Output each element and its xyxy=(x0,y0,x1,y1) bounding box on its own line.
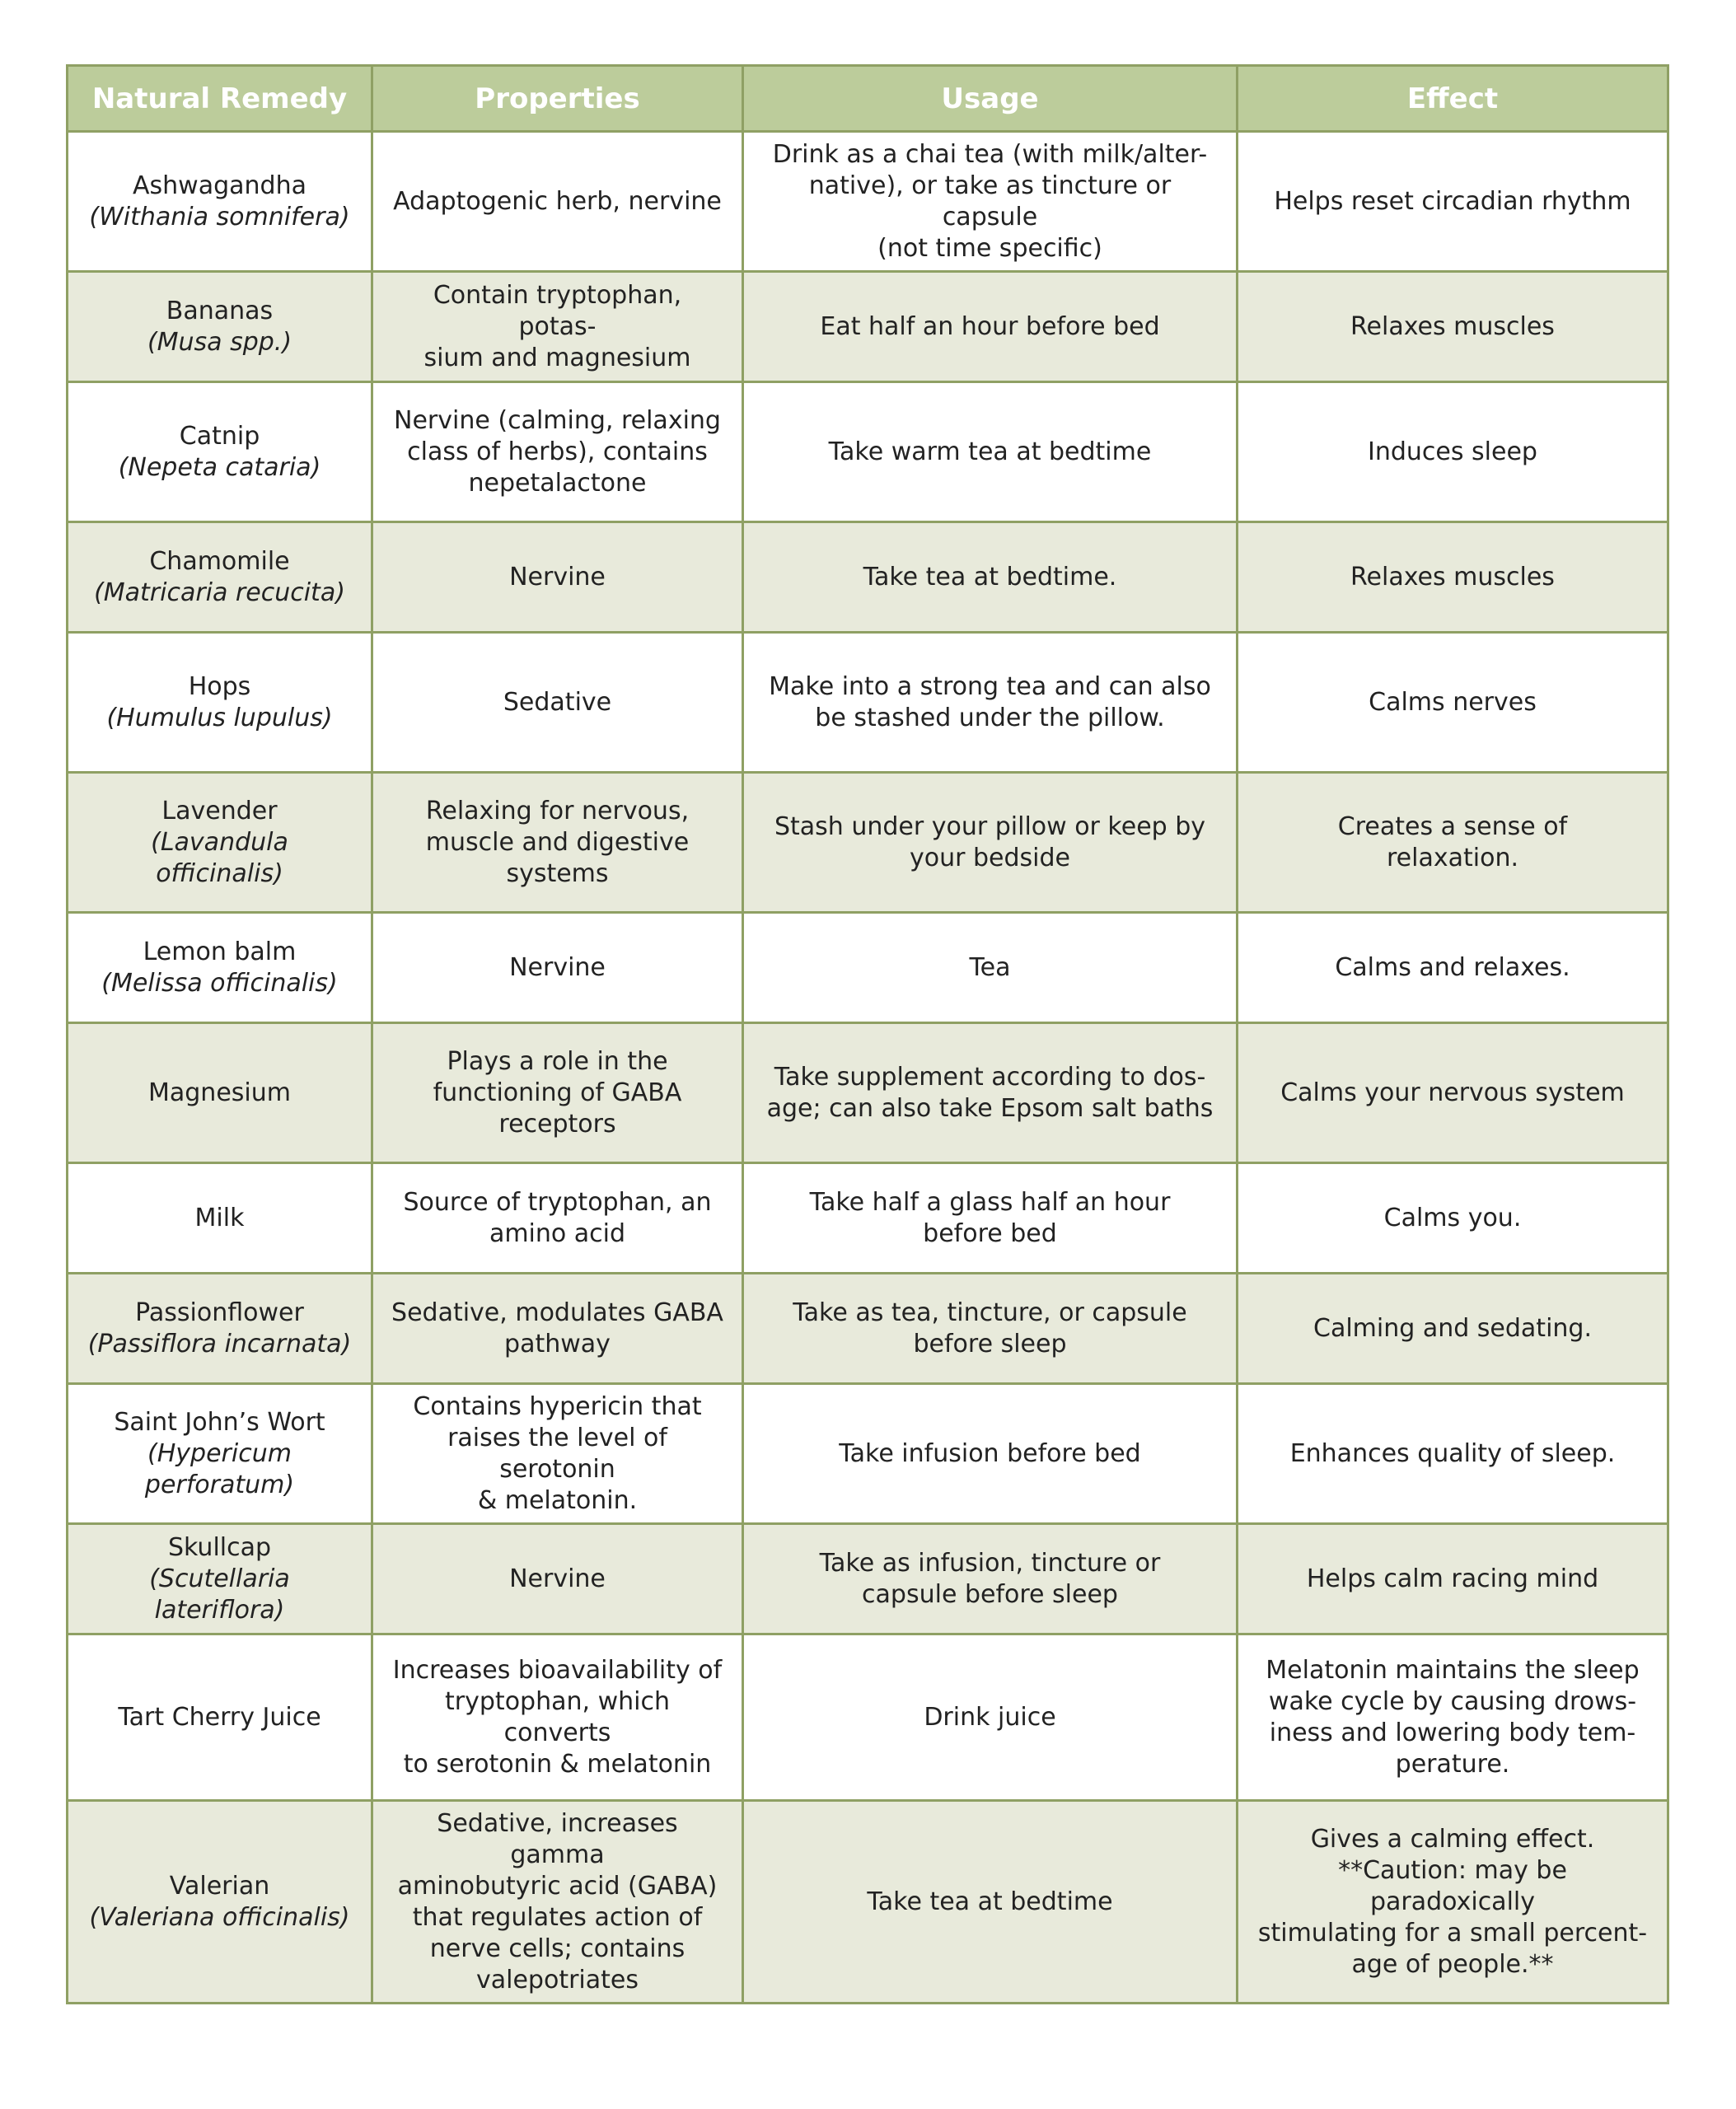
properties-cell xyxy=(372,633,743,773)
properties-cell xyxy=(372,1163,743,1274)
remedy-name: Ashwagandha xyxy=(133,171,306,200)
usage-line: Take as tea, tincture, or capsule xyxy=(793,1298,1187,1327)
properties-line: Sedative xyxy=(503,687,612,717)
effect-line: iness and lowering body tem- xyxy=(1269,1718,1636,1747)
properties-line: nepetalactone xyxy=(468,468,647,498)
properties-line: systems xyxy=(506,858,609,888)
properties-line: & melatonin. xyxy=(477,1485,638,1515)
properties-cell xyxy=(372,132,743,272)
effect-cell xyxy=(1238,1634,1668,1801)
usage-line: Take tea at bedtime. xyxy=(863,562,1117,592)
effect-line: Relaxes muscles xyxy=(1350,311,1555,341)
remedy-scientific-name: (Valeriana officinalis) xyxy=(89,1902,350,1932)
remedy-name: Skullcap xyxy=(167,1532,272,1562)
usage-line: capsule before sleep xyxy=(862,1579,1118,1609)
table-row xyxy=(68,1163,1668,1274)
usage-cell xyxy=(743,773,1238,913)
effect-line: perature. xyxy=(1395,1749,1510,1779)
usage-line: native), or take as tincture or capsule xyxy=(808,171,1172,231)
properties-line: Contains hypericin that xyxy=(413,1391,702,1421)
remedy-cell xyxy=(68,633,372,773)
remedy-cell xyxy=(68,773,372,913)
table-row xyxy=(68,1274,1668,1384)
properties-line: aminobutyric acid (GABA) xyxy=(397,1871,718,1901)
remedy-cell xyxy=(68,1384,372,1524)
properties-cell xyxy=(372,522,743,633)
properties-cell xyxy=(372,1801,743,2004)
effect-cell xyxy=(1238,1023,1668,1163)
remedy-name: Milk xyxy=(194,1203,245,1232)
effect-cell xyxy=(1238,1163,1668,1274)
remedy-cell xyxy=(68,1274,372,1384)
remedy-scientific-name: (Lavandula officinalis) xyxy=(151,827,288,888)
effect-line: Calms nerves xyxy=(1369,687,1537,717)
remedy-cell xyxy=(68,1801,372,2004)
remedy-name: Valerian xyxy=(169,1871,270,1901)
usage-line: Make into a strong tea and can also xyxy=(769,671,1211,701)
properties-line: nerve cells; contains xyxy=(429,1934,686,1963)
usage-line: Take half a glass half an hour xyxy=(809,1187,1171,1217)
table-row xyxy=(68,913,1668,1023)
properties-line: to serotonin & melatonin xyxy=(403,1749,712,1779)
usage-line: Drink juice xyxy=(924,1702,1056,1732)
effect-cell xyxy=(1238,773,1668,913)
effect-cell xyxy=(1238,382,1668,522)
header-row xyxy=(68,66,1668,132)
effect-line: Calms and relaxes. xyxy=(1335,952,1570,982)
properties-line: Source of tryptophan, an xyxy=(403,1187,712,1217)
properties-line: muscle and digestive xyxy=(425,827,690,857)
properties-line: sium and magnesium xyxy=(423,343,691,372)
effect-cell xyxy=(1238,272,1668,382)
table-row xyxy=(68,132,1668,272)
table-row xyxy=(68,1524,1668,1634)
properties-line: Sedative, increases gamma xyxy=(437,1808,678,1869)
remedy-scientific-name: (Withania somnifera) xyxy=(89,202,350,231)
properties-cell xyxy=(372,1634,743,1801)
effect-line: Relaxes muscles xyxy=(1350,562,1555,592)
table-row xyxy=(68,1384,1668,1524)
remedy-name: Saint John’s Wort xyxy=(114,1407,325,1437)
remedy-scientific-name: (Humulus lupulus) xyxy=(106,703,333,732)
properties-line: Contain tryptophan, potas- xyxy=(433,280,682,341)
effect-line: Calms your nervous system xyxy=(1280,1078,1625,1107)
usage-line: Stash under your pillow or keep by xyxy=(774,811,1206,841)
effect-cell xyxy=(1238,522,1668,633)
remedy-scientific-name: (Nepeta cataria) xyxy=(118,452,321,482)
effect-line: Helps calm racing mind xyxy=(1306,1564,1599,1593)
remedy-cell xyxy=(68,522,372,633)
properties-cell xyxy=(372,1524,743,1634)
remedy-name: Tart Cherry Juice xyxy=(118,1702,321,1732)
remedy-cell xyxy=(68,1163,372,1274)
remedy-cell xyxy=(68,1524,372,1634)
usage-line: Take supplement according to dos- xyxy=(774,1062,1206,1092)
properties-line: Nervine xyxy=(509,1564,606,1593)
remedy-cell xyxy=(68,382,372,522)
remedies-table-container xyxy=(66,64,1667,2004)
table-row xyxy=(68,272,1668,382)
table-row xyxy=(68,1634,1668,1801)
remedy-scientific-name: (Scutellaria lateriflora) xyxy=(149,1564,290,1625)
properties-line: Sedative, modulates GABA xyxy=(391,1298,723,1327)
table-row xyxy=(68,773,1668,913)
effect-line: Gives a calming effect. xyxy=(1310,1824,1595,1854)
usage-line: Drink as a chai tea (with milk/alter- xyxy=(772,139,1208,169)
effect-line: Enhances quality of sleep. xyxy=(1289,1438,1616,1468)
usage-line: be stashed under the pillow. xyxy=(815,703,1165,732)
properties-line: Increases bioavailability of xyxy=(392,1655,723,1685)
remedy-name: Passionflower xyxy=(135,1298,304,1327)
remedy-cell xyxy=(68,1634,372,1801)
effect-cell xyxy=(1238,132,1668,272)
usage-cell xyxy=(743,1801,1238,2004)
effect-cell xyxy=(1238,1801,1668,2004)
remedy-scientific-name: (Passiflora incarnata) xyxy=(87,1329,352,1358)
properties-line: Nervine (calming, relaxing xyxy=(394,405,721,435)
usage-cell xyxy=(743,1384,1238,1524)
remedy-name: Lemon balm xyxy=(143,937,297,966)
effect-line: Calms you. xyxy=(1383,1203,1522,1232)
effect-cell xyxy=(1238,633,1668,773)
usage-cell xyxy=(743,633,1238,773)
usage-cell xyxy=(743,132,1238,272)
properties-cell xyxy=(372,1384,743,1524)
remedy-scientific-name: (Musa spp.) xyxy=(147,327,292,357)
properties-cell xyxy=(372,773,743,913)
table-row xyxy=(68,633,1668,773)
usage-cell xyxy=(743,382,1238,522)
usage-line: before bed xyxy=(923,1218,1057,1248)
header-usage: Usage xyxy=(743,66,1238,132)
effect-line: stimulating for a small percent- xyxy=(1257,1918,1648,1948)
usage-cell xyxy=(743,1524,1238,1634)
header-natural-remedy: Natural Remedy xyxy=(68,66,372,132)
remedy-cell xyxy=(68,272,372,382)
usage-cell xyxy=(743,1274,1238,1384)
effect-line: age of people.** xyxy=(1351,1949,1554,1979)
effect-cell xyxy=(1238,1524,1668,1634)
usage-cell xyxy=(743,1634,1238,1801)
properties-line: Nervine xyxy=(509,952,606,982)
properties-line: amino acid xyxy=(489,1218,626,1248)
properties-cell xyxy=(372,1274,743,1384)
table-row xyxy=(68,1801,1668,2004)
properties-cell xyxy=(372,1023,743,1163)
usage-line: Take as infusion, tincture or xyxy=(819,1548,1161,1578)
header-properties: Properties xyxy=(372,66,743,132)
header-effect: Effect xyxy=(1238,66,1668,132)
effect-cell xyxy=(1238,1384,1668,1524)
properties-line: raises the level of serotonin xyxy=(447,1423,667,1484)
usage-line: Take infusion before bed xyxy=(839,1438,1141,1468)
properties-line: pathway xyxy=(504,1329,611,1358)
effect-line: Creates a sense of xyxy=(1337,811,1568,841)
table-row xyxy=(68,1023,1668,1163)
properties-line: that regulates action of xyxy=(412,1902,703,1932)
usage-cell xyxy=(743,1023,1238,1163)
table-row xyxy=(68,522,1668,633)
remedy-scientific-name: (Matricaria recucita) xyxy=(94,578,345,607)
properties-line: tryptophan, which converts xyxy=(445,1686,670,1747)
usage-line: before sleep xyxy=(913,1329,1067,1358)
usage-cell xyxy=(743,272,1238,382)
properties-line: receptors xyxy=(498,1109,616,1139)
remedy-name: Magnesium xyxy=(148,1078,291,1107)
properties-cell xyxy=(372,272,743,382)
effect-line: Induces sleep xyxy=(1368,437,1537,466)
properties-cell xyxy=(372,913,743,1023)
remedy-cell xyxy=(68,132,372,272)
remedy-name: Hops xyxy=(188,671,251,701)
remedy-cell xyxy=(68,1023,372,1163)
usage-line: your bedside xyxy=(910,843,1070,872)
effect-line: wake cycle by causing drows- xyxy=(1268,1686,1637,1716)
remedy-cell xyxy=(68,913,372,1023)
usage-line: Take tea at bedtime xyxy=(867,1887,1113,1916)
table-body xyxy=(68,132,1668,2004)
table-row xyxy=(68,382,1668,522)
usage-line: age; can also take Epsom salt baths xyxy=(766,1093,1214,1123)
usage-line: Take warm tea at bedtime xyxy=(828,437,1152,466)
properties-line: functioning of GABA xyxy=(433,1078,682,1107)
usage-cell xyxy=(743,1163,1238,1274)
properties-line: class of herbs), contains xyxy=(407,437,708,466)
properties-cell xyxy=(372,382,743,522)
effect-line: Melatonin maintains the sleep xyxy=(1266,1655,1640,1685)
remedy-scientific-name: (Hypericum perforatum) xyxy=(144,1438,295,1499)
remedy-name: Chamomile xyxy=(149,546,290,576)
effect-line: Calming and sedating. xyxy=(1313,1313,1592,1343)
usage-line: Eat half an hour before bed xyxy=(820,311,1160,341)
properties-line: Plays a role in the xyxy=(447,1046,668,1076)
usage-cell xyxy=(743,522,1238,633)
effect-line: Helps reset circadian rhythm xyxy=(1274,186,1631,216)
effect-cell xyxy=(1238,913,1668,1023)
remedy-name: Catnip xyxy=(179,421,260,451)
usage-line: (not time specific) xyxy=(877,233,1102,263)
properties-line: Relaxing for nervous, xyxy=(425,796,690,825)
effect-cell xyxy=(1238,1274,1668,1384)
remedies-table xyxy=(66,64,1669,2004)
remedy-scientific-name: (Melissa officinalis) xyxy=(101,968,338,998)
properties-line: Nervine xyxy=(509,562,606,592)
properties-line: Adaptogenic herb, nervine xyxy=(393,186,722,216)
effect-line: **Caution: may be paradoxically xyxy=(1338,1855,1567,1916)
remedy-name: Lavender xyxy=(161,796,278,825)
usage-cell xyxy=(743,913,1238,1023)
remedy-name: Bananas xyxy=(166,296,274,325)
effect-line: relaxation. xyxy=(1387,843,1518,872)
usage-line: Tea xyxy=(969,952,1011,982)
properties-line: valepotriates xyxy=(476,1965,639,1994)
